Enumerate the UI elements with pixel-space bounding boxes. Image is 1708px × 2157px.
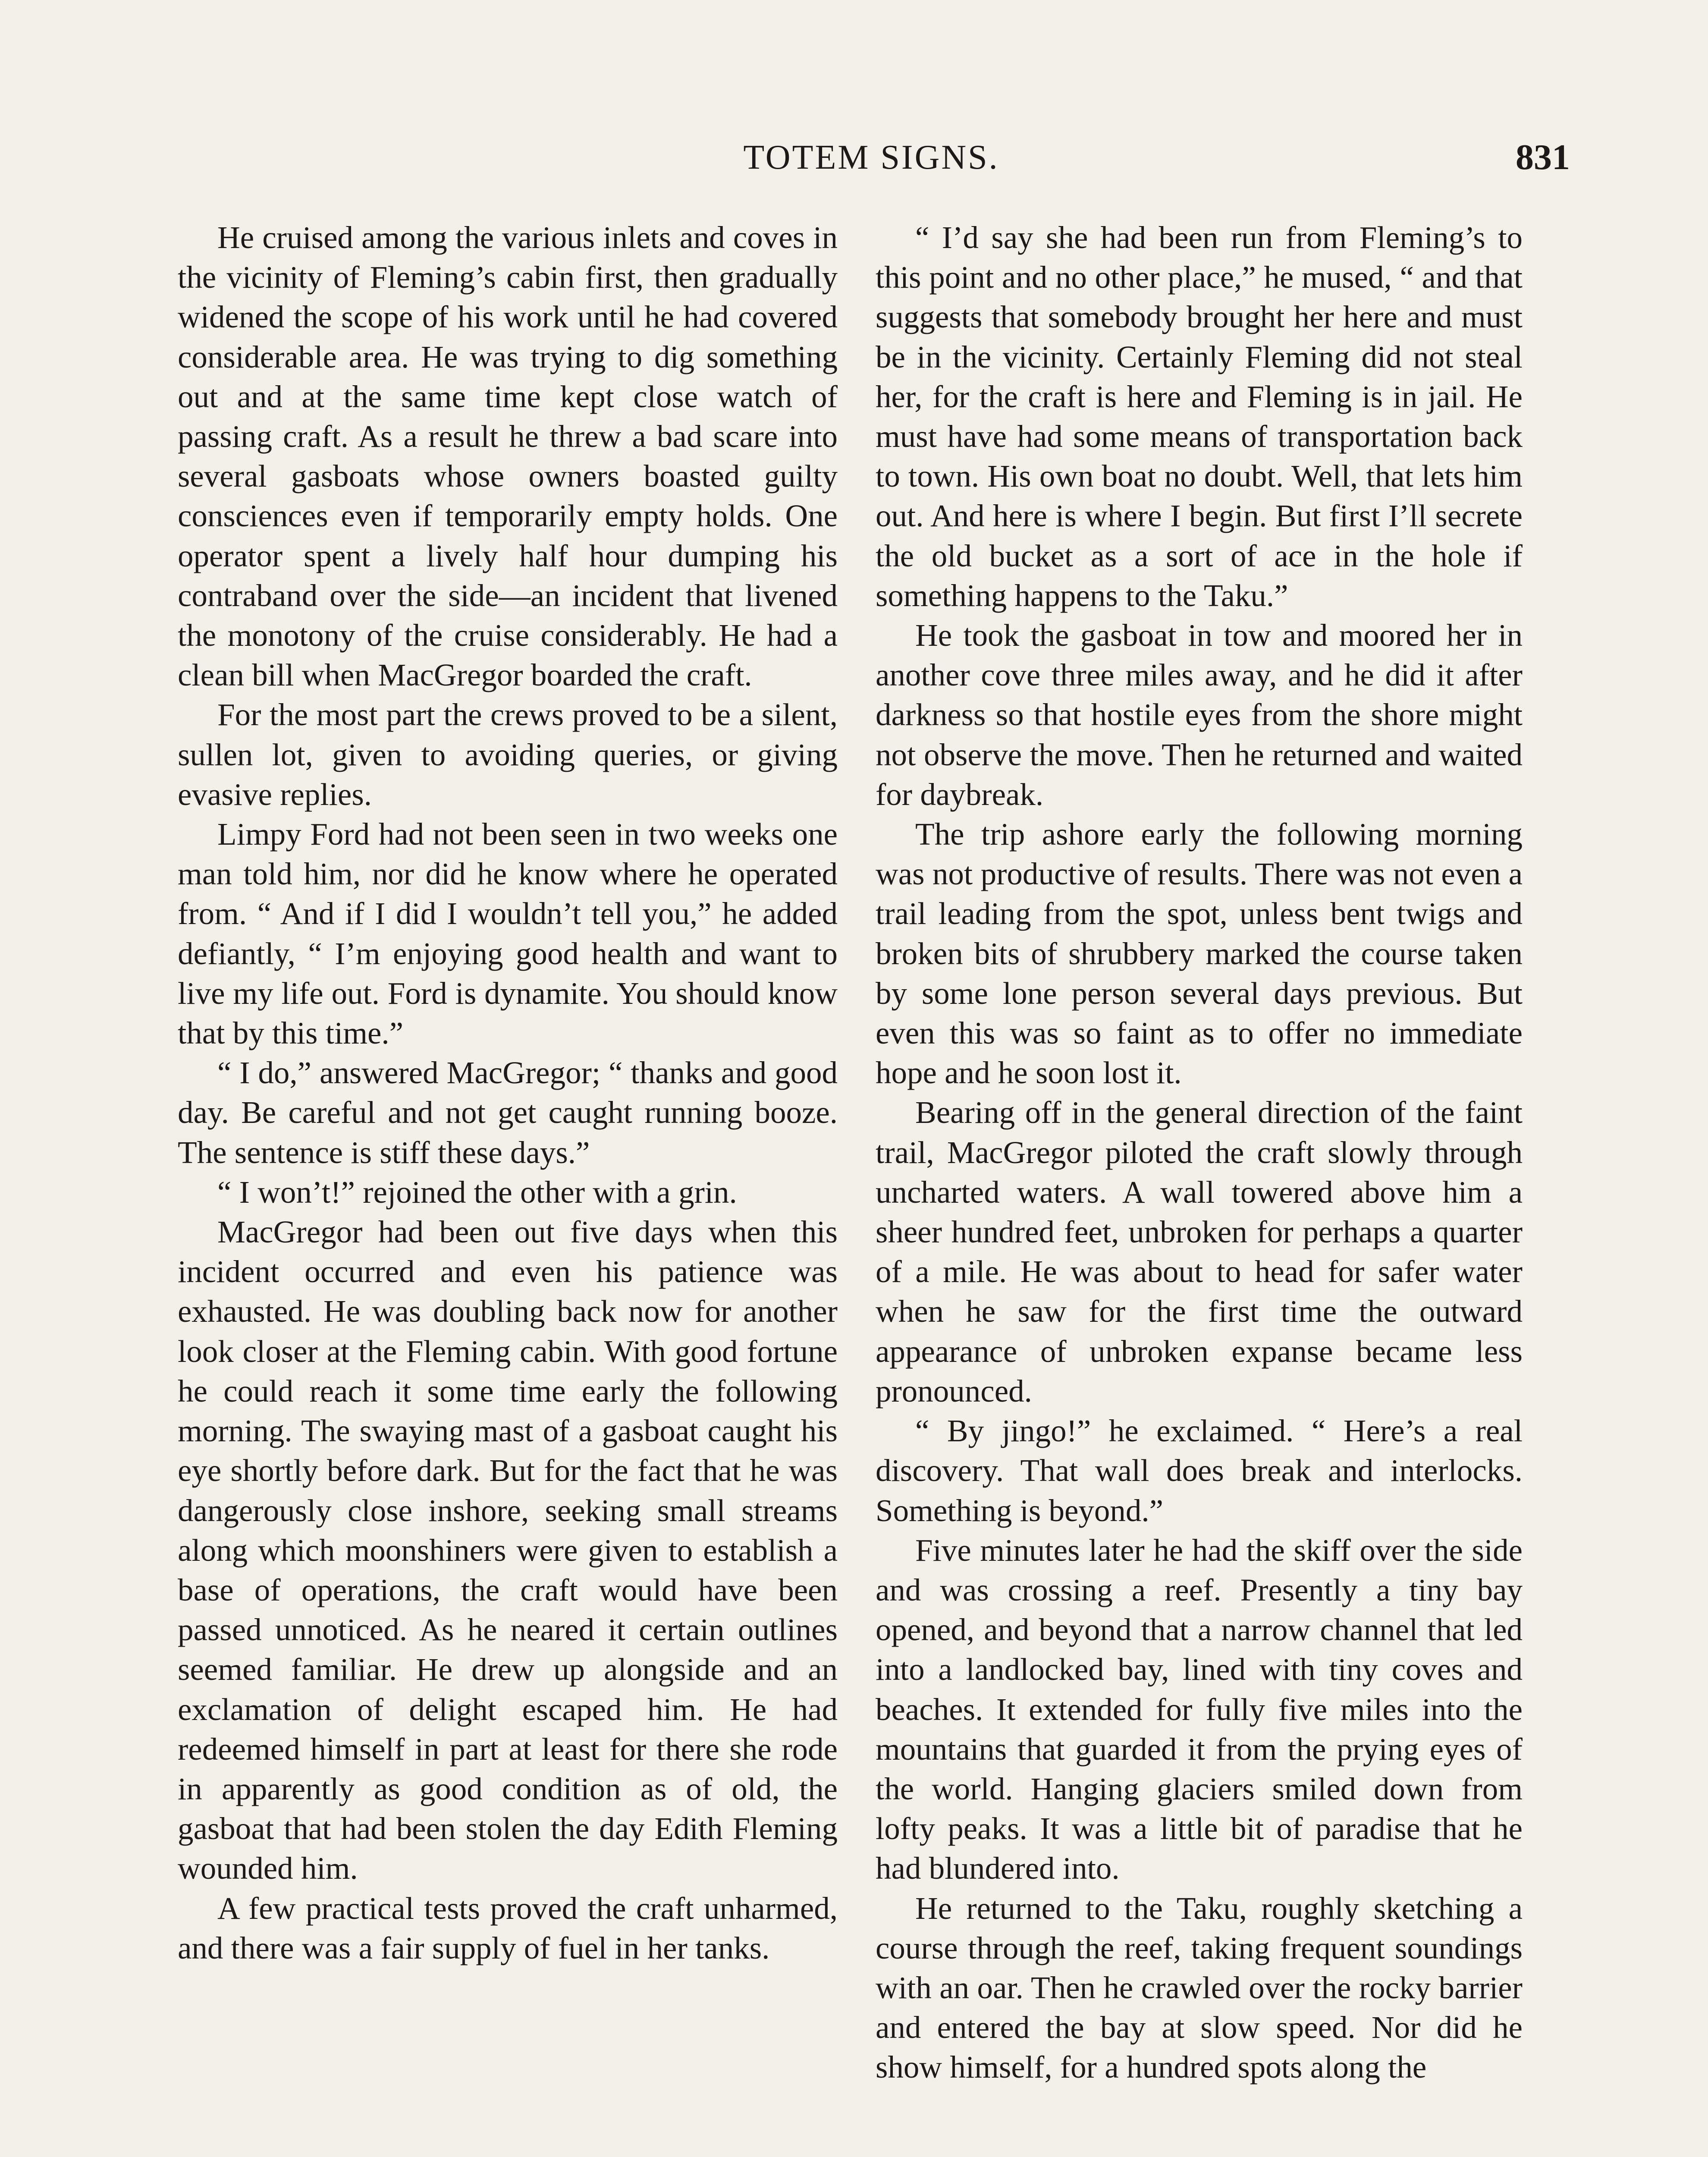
paragraph: “ I’d say she had been run from Fleming’s to this point and no other place,” he mused, “ and that suggests that somebody brought her here and must be in the vicinity. Certainly Fleming did not steal her, for the craft is here and Fleming is in jail. He must have had some means of transportation back to town. His own boat no doubt. Well, that lets him out. And here is where I begin. But first I’ll secrete the old bucket as a sort of ace in the hole if something happens to the Taku.” (876, 220, 1523, 613)
paragraph: For the most part the crews proved to be a silent, sullen lot, given to avoiding queries, or giving evasive replies. (178, 697, 838, 812)
paragraph: He returned to the Taku, roughly sketching a course through the reef, taking frequent soundings with an oar. Then he crawled over the rocky barrier and entered the bay at slow speed. Nor did he show himself, for a hundred spots along the (876, 1890, 1523, 2085)
page-header (0, 132, 1708, 183)
paragraph: He cruised among the various inlets and coves in the vicinity of Fleming’s cabin first, then gradually widened the scope of his work until he had covered considerable area. He was trying to dig something out and at the same time kept close watch of passing craft. As a result he threw a bad scare into several gasboats whose owners boasted guilty consciences even if temporarily empty holds. One operator spent a lively half hour dumping his contraband over the side—an incident that livened the monotony of the cruise considerably. He had a clean bill when MacGregor boarded the craft. (178, 220, 838, 693)
right-column (876, 218, 1523, 2157)
paragraph: “ I do,” answered MacGregor; “ thanks and good day. Be careful and not get caught running booze. The sentence is stiff these days.” (178, 1055, 838, 1170)
running-title: TOTEM SIGNS. (743, 138, 999, 176)
paragraph: MacGregor had been out five days when this incident occurred and even his patience was exhausted. He was doubling back now for another look closer at the Fleming cabin. With good fortune he could reach it some time early the following morning. The swaying mast of a gasboat caught his eye shortly before dark. But for the fact that he was dangerously close inshore, seeking small streams along which moonshiners were given to establish a base of operations, the craft would have been passed unnoticed. As he neared it certain outlines seemed familiar. He drew up alongside and an exclamation of delight escaped him. He had redeemed himself in part at least for there she rode in apparently as good condition as of old, the gasboat that had been stolen the day Edith Fleming wounded him. (178, 1214, 838, 1886)
paragraph: “ I won’t!” rejoined the other with a grin. (217, 1174, 737, 1210)
paragraph: He took the gasboat in tow and moored her in another cove three miles away, and he did it after darkness so that hostile eyes from the shore might not observe the move. Then he returned and waited for daybreak. (876, 618, 1523, 812)
left-column (178, 218, 838, 2157)
page-number: 831 (1516, 137, 1570, 177)
paragraph: A few practical tests proved the craft unharmed, and there was a fair supply of fuel in her tanks. (178, 1890, 838, 1965)
paragraph: “ By jingo!” he exclaimed. “ Here’s a real discovery. That wall does break and interlocks. Something is beyond.” (876, 1413, 1523, 1528)
paragraph: The trip ashore early the following morning was not productive of results. There was not even a trail leading from the spot, unless bent twigs and broken bits of shrubbery marked the course taken by some lone person several days previous. But even this was so faint as to offer no immediate hope and he soon lost it. (876, 817, 1523, 1091)
paragraph: Limpy Ford had not been seen in two weeks one man told him, nor did he know where he operated from. “ And if I did I wouldn’t tell you,” he added defiantly, “ I’m enjoying good health and want to live my life out. Ford is dynamite. You should know that by this time.” (178, 817, 838, 1051)
paragraph: Five minutes later he had the skiff over the side and was crossing a reef. Presently a tiny bay opened, and beyond that a narrow channel that led into a landlocked bay, lined with tiny coves and beaches. It extended for fully five miles into the mountains that guarded it from the prying eyes of the world. Hanging glaciers smiled down from lofty peaks. It was a little bit of paradise that he had blundered into. (876, 1532, 1523, 1886)
paragraph: Bearing off in the general direction of the faint trail, MacGregor piloted the craft slowly through uncharted waters. A wall towered above him a sheer hundred feet, unbroken for perhaps a quarter of a mile. He was about to head for safer water when he saw for the first time the outward appearance of unbroken expanse became less pronounced. (876, 1095, 1523, 1409)
